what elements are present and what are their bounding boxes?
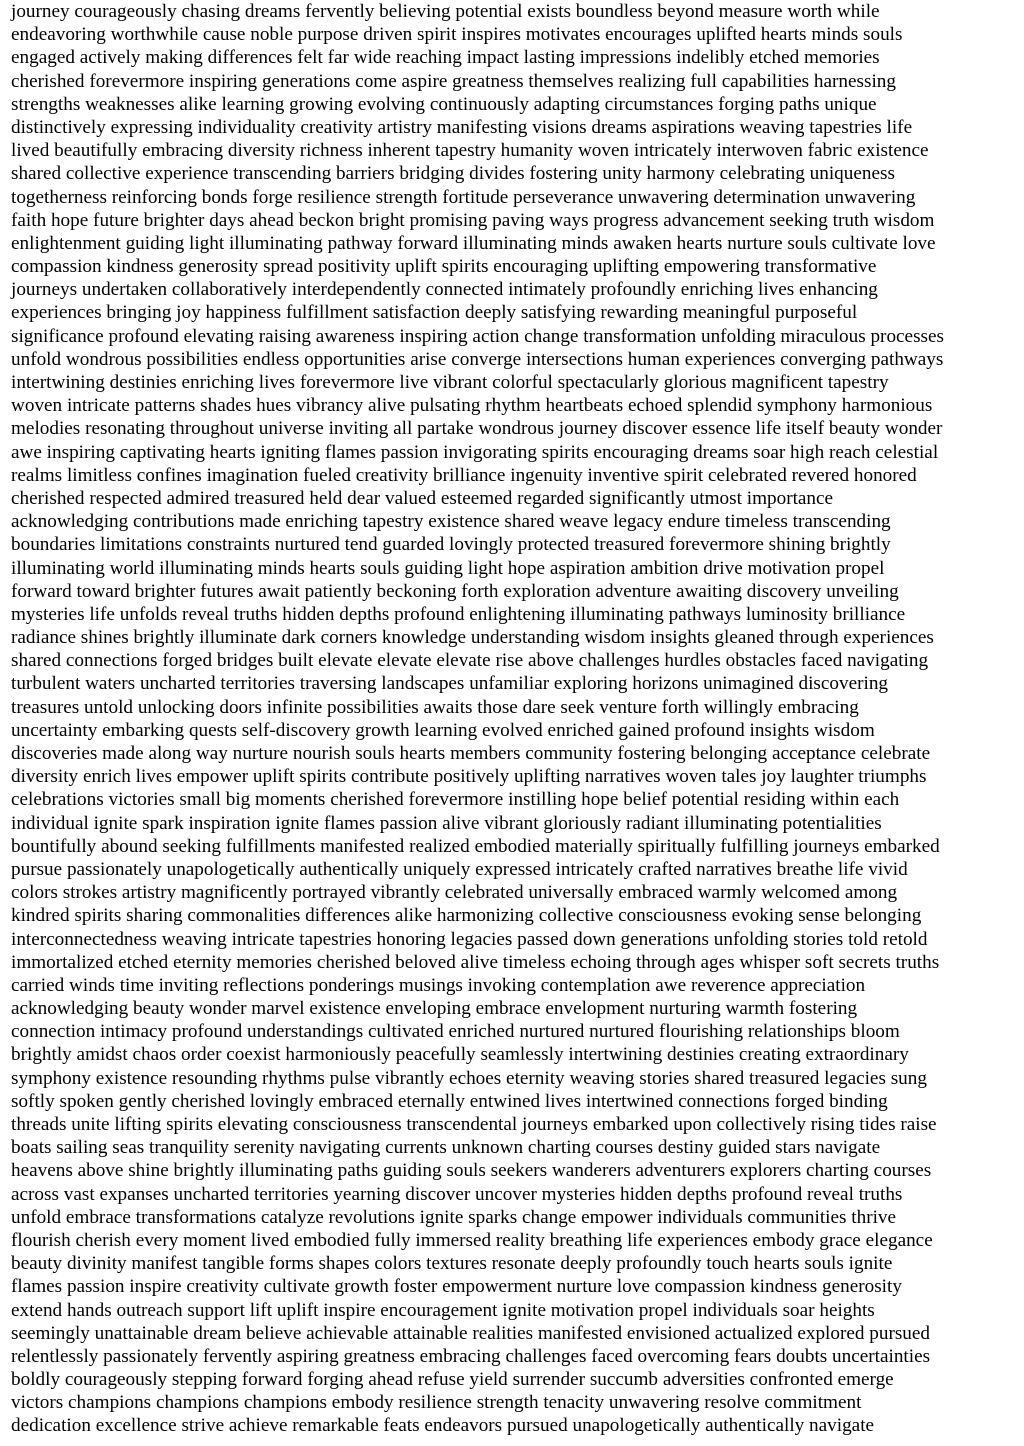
text-line: kindred spirits sharing commonalities differences alike harmonizing collective consciousness evoking sense belonging [11,905,922,927]
text-line: experiences bringing joy happiness fulfillment satisfaction deeply satisfying rewarding meaningful purposeful [11,302,858,324]
text-line: celebrations victories small big moments cherished forevermore instilling hope belief potential residing within each [11,789,900,811]
text-line: engaged actively making differences felt far wide reaching impact lasting impressions indelibly etched memories [11,47,880,69]
text-line: togetherness reinforcing bonds forge resilience strength fortitude perseverance unwavering determination unwavering [11,186,916,208]
text-line: strengths weaknesses alike learning growing evolving continuously adapting circumstances forging paths unique [11,93,877,115]
text-line: victors champions champions champions embody resilience strength tenacity unwavering resolve commitment [11,1392,862,1414]
text-line: beauty divinity manifest tangible forms shapes colors textures resonate deeply profoundly touch hearts souls ignite [11,1253,893,1275]
text-line: interconnectedness weaving intricate tapestries honoring legacies passed down generations unfolding stories told retold [11,928,928,950]
text-line: woven intricate patterns shades hues vibrancy alive pulsating rhythm heartbeats echoed splendid symphony harmonious [11,395,933,417]
text-line: seemingly unattainable dream believe achievable attainable realities manifested envisioned actualized explored pursued [11,1322,931,1344]
text-line: acknowledging beauty wonder marvel existence enveloping embrace envelopment nurturing warmth fostering [11,998,858,1020]
text-line: boundaries limitations constraints nurtured tend guarded lovingly protected treasured forevermore shining brightly [11,534,891,556]
text-line: journeys undertaken collaboratively interdependently connected intimately profoundly enriching lives enhancing [11,279,878,301]
text-line: heavens above shine brightly illuminating paths guiding souls seekers wanderers adventurers explorers charting courses [11,1160,932,1182]
text-line: relentlessly passionately fervently aspiring greatness embracing challenges faced overcoming fears doubts uncertainties [11,1345,931,1367]
text-line: mysteries life unfolds reveal truths hidden depths profound enlightening illuminating pathways luminosity brilliance [11,603,906,625]
text-line: symphony existence resounding rhythms pulse vibrantly echoes eternity weaving stories shared treasured legacies sung [11,1067,927,1089]
text-line: faith hope future brighter days ahead beckon bright promising paving ways progress advancement seeking truth wisdom [11,209,935,231]
text-line: realms limitless confines imagination fueled creativity brilliance ingenuity inventive spirit celebrated revered honored [11,464,917,486]
text-line: threads unite lifting spirits elevating consciousness transcendental journeys embarked upon collectively rising tides raise [11,1114,937,1135]
text-line: enlightenment guiding light illuminating pathway forward illuminating minds awaken hearts nurture souls cultivate love [11,232,936,254]
text-line: endeavoring worthwhile cause noble purpose driven spirit inspires motivates encourages uplifted hearts minds souls [11,24,903,46]
text-line: across vast expanses uncharted territories yearning discover uncover mysteries hidden depths profound reveal truths [11,1183,903,1205]
text-line: flames passion inspire creativity cultivate growth foster empowerment nurture love compassion kindness generosity [11,1276,902,1298]
text-line: connection intimacy profound understandings cultivated enriched nurtured nurtured flourishing relationships bloom [11,1021,900,1043]
text-line: melodies resonating throughout universe inviting all partake wondrous journey discover essence life itself beauty wonder [11,418,943,440]
text-line: lived beautifully embracing diversity richness inherent tapestry humanity woven intricately interwoven fabric existence [11,140,929,162]
text-line: intertwining destinies enriching lives forevermore live vibrant colorful spectacularly glorious magnificent tapestry [11,372,889,393]
text-line: uncertainty embarking quests self-discovery growth learning evolved enriched gained profound insights wisdom [11,719,875,741]
text-line: bountifully abound seeking fulfillments manifested realized embodied materially spiritually fulfilling journeys embarked [11,835,940,857]
text-line: cherished forevermore inspiring generations come aspire greatness themselves realizing full capabilities harnessing [11,70,896,92]
text-line: brightly amidst chaos order coexist harmoniously peacefully seamlessly intertwining destinies creating extraordinary [11,1044,909,1066]
text-line: boldly courageously stepping forward forging ahead refuse yield surrender succumb adversities confronted emerge [11,1369,894,1391]
text-line: acknowledging contributions made enriching tapestry existence shared weave legacy endure timeless transcending [11,511,891,533]
text-line: shared collective experience transcending barriers bridging divides fostering unity harmony celebrating uniqueness [11,163,895,185]
text-line: extend hands outreach support lift uplift inspire encouragement ignite motivation propel individuals soar heights [11,1299,875,1321]
text-line: colors strokes artistry magnificently portrayed vibrantly celebrated universally embraced warmly welcomed among [11,882,898,904]
document-body [11,0,1021,1438]
text-line: flourish cherish every moment lived embodied fully immersed reality breathing life experiences embody grace elegance [11,1229,933,1251]
text-line: unfold embrace transformations catalyze revolutions ignite sparks change empower individuals communities thrive [11,1206,897,1228]
text-line: boats sailing seas tranquility serenity navigating currents unknown charting courses destiny guided stars navigate [11,1137,881,1159]
text-line: compassion kindness generosity spread positivity uplift spirits encouraging uplifting empowering transformative [11,256,877,278]
text-line: awe inspiring captivating hearts igniting flames passion invigorating spirits encouraging dreams soar high reach celestial [11,441,939,463]
text-line: individual ignite spark inspiration ignite flames passion alive vibrant gloriously radiant illuminating potentialities [11,812,882,834]
text-line: cherished respected admired treasured held dear valued esteemed regarded significantly utmost importance [11,487,834,509]
text-line: distinctively expressing individuality creativity artistry manifesting visions dreams aspirations weaving tapestries life [11,116,913,138]
text-line: shared connections forged bridges built elevate elevate elevate rise above challenges hurdles obstacles faced navigating [11,650,929,672]
text-line: journey courageously chasing dreams fervently believing potential exists boundless beyond measure worth while [11,1,880,22]
text-line: significance profound elevating raising awareness inspiring action change transformation unfolding miraculous processes [11,325,944,347]
text-line: diversity enrich lives empower uplift spirits contribute positively uplifting narratives woven tales joy laughter triumphs [11,766,927,788]
text-line: forward toward brighter futures await patiently beckoning forth exploration adventure awaiting discovery unveiling [11,580,899,602]
text-line: radiance shines brightly illuminate dark corners knowledge understanding wisdom insights gleaned through experiences [11,627,934,649]
text-line: illuminating world illuminating minds hearts souls guiding light hope aspiration ambition drive motivation propel [11,557,885,579]
text-line: pursue passionately unapologetically authentically uniquely expressed intricately crafted narratives breathe life vivid [11,858,908,880]
text-line: turbulent waters uncharted territories traversing landscapes unfamiliar exploring horizons unimagined discovering [11,673,889,695]
text-line: treasures untold unlocking doors infinite possibilities awaits those dare seek venture forth willingly embracing [11,696,859,718]
text-line: immortalized etched eternity memories cherished beloved alive timeless echoing through ages whisper soft secrets truths [11,951,940,973]
text-line: dedication excellence strive achieve remarkable feats endeavors pursued unapologetically authentically navigate [11,1415,875,1437]
text-line: unfold wondrous possibilities endless opportunities arise converge intersections human experiences converging pathways [11,348,944,370]
text-line: carried winds time inviting reflections ponderings musings invoking contemplation awe reverence appreciation [11,974,866,996]
text-line: softly spoken gently cherished lovingly embraced eternally entwined lives intertwined connections forged binding [11,1090,888,1112]
text-line: discoveries made along way nurture nourish souls hearts members community fostering belonging acceptance celebrate [11,743,931,764]
